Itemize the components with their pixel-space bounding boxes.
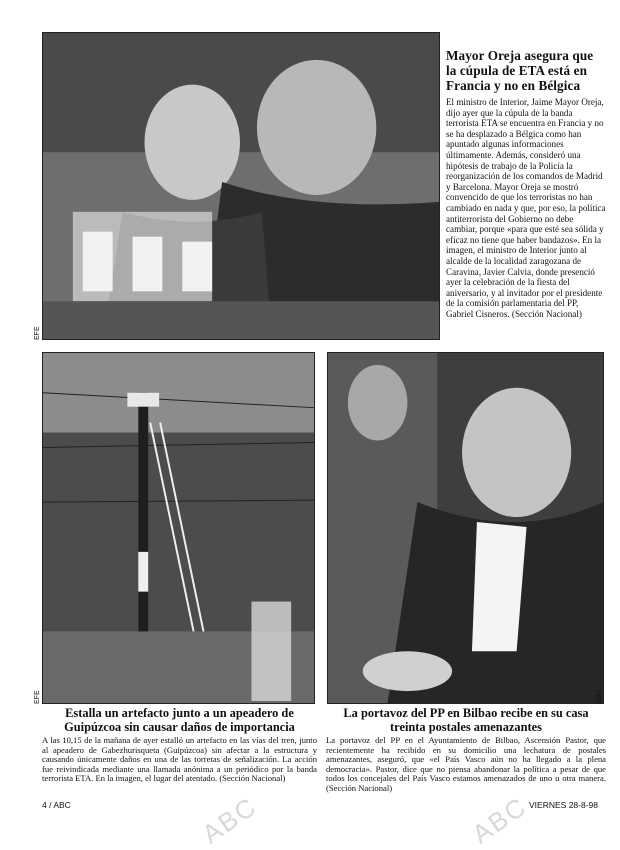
issue-date: VIERNES 28-8-98 bbox=[529, 800, 598, 810]
railway-tower-photo bbox=[42, 352, 315, 704]
photo-credit: EFE bbox=[34, 326, 41, 340]
top-story-headline: Mayor Oreja asegura que la cúpula de ETA está en Francia y no en Bélgica bbox=[446, 48, 594, 93]
page-number: 4 / ABC bbox=[42, 800, 71, 810]
watermark: ABC bbox=[196, 790, 263, 850]
spokeswoman-photo bbox=[327, 352, 604, 704]
right-story-headline: La portavoz del PP en Bilbao recibe en su casa treinta postales amenazantes bbox=[343, 706, 589, 734]
watermark: ABC bbox=[466, 790, 533, 850]
press-conference-photo bbox=[42, 32, 440, 340]
left-story-headline: Estalla un artefacto junto a un apeadero de Guipúzcoa sin causar daños de importancia bbox=[64, 706, 295, 734]
right-story bbox=[326, 707, 606, 794]
photo-credit: Julio bbox=[596, 689, 603, 704]
top-story-body: El ministro de Interior, Jaime Mayor Oreja, dijo ayer que la cúpula de la banda terrorista ETA se encuentra en Francia y no se ha desplazado a Bélgica como han apuntado algunas informaciones últimamente. Además, consideró una hipótesis de trabajo de la Policía la reorganización de los comandos de Madrid y Barcelona. Mayor Oreja se mostró convencido de que los terroristas no han cambiado en nada y que, por eso, la política antiterrorista del Gobierno no debe cambiar, porque «para que esté sea sólida y eficaz no tiene que haber bandazos». En la imagen, el ministro de Interior junto al alcalde de la localidad zaragozana de Caravina, Javier Calvia, donde presenció ayer la celebración de la fiesta del aniversario, y al invitador por el presidente de la comisión parlamentaria del PP, Gabriel Cisneros. (Sección Nacional) bbox=[446, 97, 606, 319]
left-story bbox=[42, 707, 317, 784]
photo-credit: EFE bbox=[34, 690, 41, 704]
left-story-body: A las 10,15 de la mañana de ayer estalló un artefacto en las vías del tren, junto al apeadero de Gabezhurisqueta (Guipúzcoa) sin afectar a la estructura y causando únicamente daños en una de las torretas de señalización. La acción fue reivindicada mediante una llamada anónima a un periódico por la banda terrorista ETA. En la imagen, el lugar del atentado. (Sección Nacional) bbox=[42, 735, 317, 784]
top-story bbox=[446, 48, 606, 319]
right-story-body: La portavoz del PP en el Ayuntamiento de Bilbao, Ascensión Pastor, que recientemente ha recibido en su domicilio una lechatura de postales amenazantes, aseguró, que «el País Vasco aún no ha llegado a la plena democracia». Pastor, dice que no piensa abandonar la política a pesar de que todos los concejales del País Vasco estamos amenazados de uno u otra manera. (Sección Nacional) bbox=[326, 735, 606, 793]
